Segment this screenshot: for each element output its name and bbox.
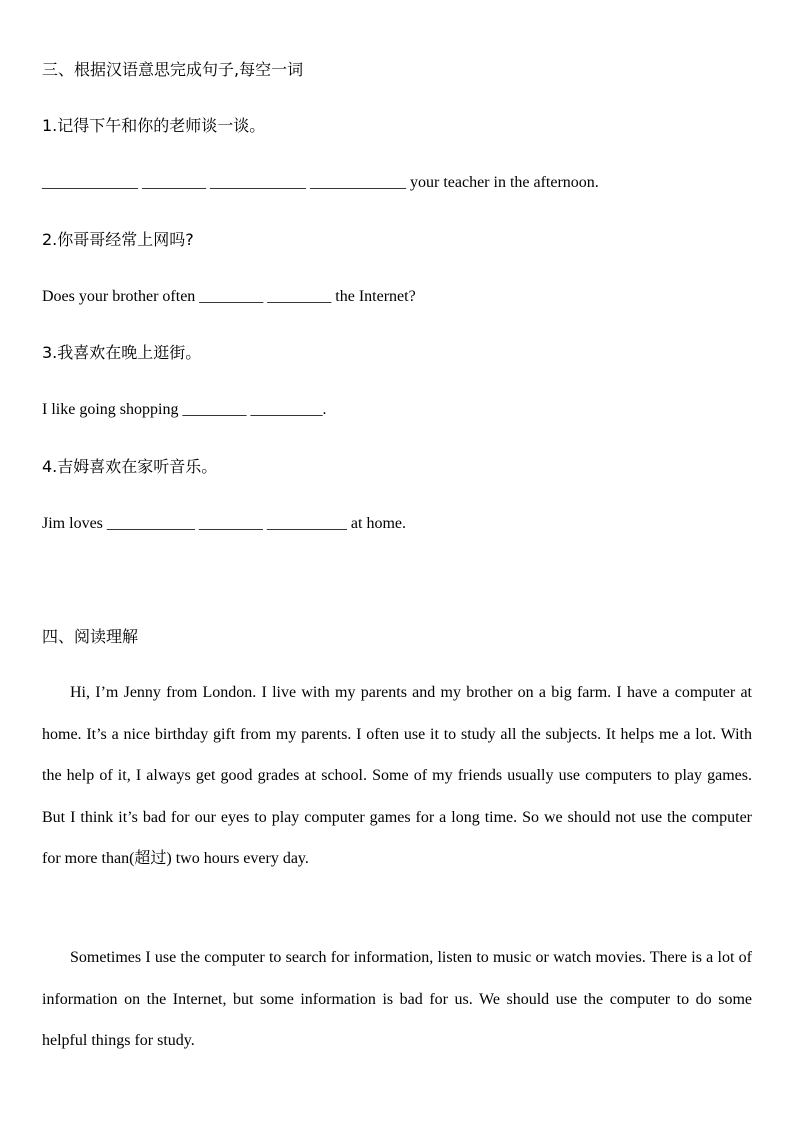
reading-paragraph-2: Sometimes I use the computer to search for information, listen to music or watch movies. There is a lot of information on the Internet, but some information is bad for us. We should use the computer to do some helpful things for study. <box>42 949 752 1049</box>
question-4-answer-line: Jim loves ___________ ________ __________ at home. <box>42 515 406 532</box>
question-1-answer-line: ____________ ________ ____________ ____________ your teacher in the afternoon. <box>42 174 599 191</box>
reading-paragraph-1: Hi, I’m Jenny from London. I live with my parents and my brother on a big farm. I have a computer at home. It’s a nice birthday gift from my parents. I often use it to study all the subjects. It helps me a lot. With the help of it, I always get good grades at school. Some of my friends usually use computers to play games. But I think it’s bad for our eyes to play computer games for a long time. So we should not use the computer for more than(超过) two hours every day. <box>42 684 752 867</box>
question-3-answer-line: I like going shopping ________ _________. <box>42 401 327 418</box>
question-2-answer-line: Does your brother often ________ ________ the Internet? <box>42 288 416 305</box>
section-4-heading: 四、阅读理解 <box>42 627 139 646</box>
question-1-prompt: 1.记得下午和你的老师谈一谈。 <box>42 116 266 135</box>
section-3-heading: 三、根据汉语意思完成句子,每空一词 <box>42 60 304 79</box>
question-3-prompt: 3.我喜欢在晚上逛街。 <box>42 343 202 362</box>
question-2-prompt: 2.你哥哥经常上网吗? <box>42 230 194 249</box>
question-4-prompt: 4.吉姆喜欢在家听音乐。 <box>42 457 218 476</box>
